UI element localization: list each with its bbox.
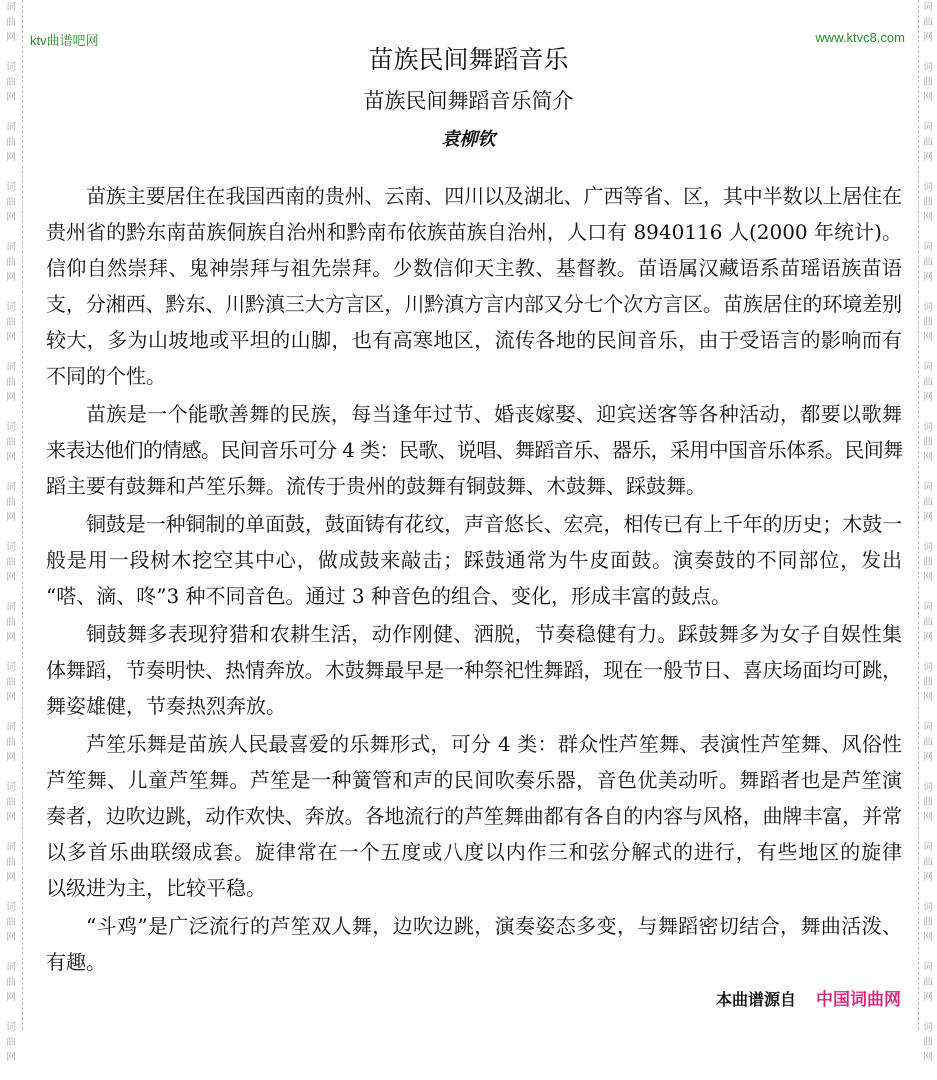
- watermark-char: 网: [6, 932, 16, 943]
- watermark-char: 词: [6, 542, 16, 553]
- text-line: 体舞蹈，节奏明快、热情奔放。木鼓舞最早是一种祭祀性舞蹈，现在一般节日、喜庆场面均可跳，: [46, 658, 902, 682]
- watermark-char: 曲: [6, 497, 16, 508]
- watermark-char: 曲: [923, 557, 933, 568]
- text-line: 苗族是一个能歌善舞的民族，每当逢年过节、婚丧嫁娶、迎宾送客等各种活动，都要以歌舞: [86, 402, 902, 426]
- watermark-char: 网: [923, 212, 933, 223]
- watermark-char: 曲: [923, 77, 933, 88]
- watermark-char: 曲: [6, 557, 16, 568]
- article-body: [46, 178, 902, 982]
- watermark-char: 网: [923, 752, 933, 763]
- watermark-group: [4, 360, 18, 420]
- watermark-char: 词: [923, 122, 933, 133]
- watermark-char: 曲: [6, 977, 16, 988]
- watermark-char: 词: [923, 662, 933, 673]
- watermark-char: 词: [923, 722, 933, 733]
- watermark-group: [921, 540, 935, 600]
- watermark-char: 网: [6, 1052, 16, 1063]
- watermark-char: 网: [923, 152, 933, 163]
- watermark-char: 曲: [923, 737, 933, 748]
- watermark-group: [921, 900, 935, 960]
- text-line: “嗒、滴、咚”3 种不同音色。通过 3 种音色的组合、变化，形成丰富的鼓点。: [46, 584, 731, 608]
- watermark-group: [921, 1020, 935, 1080]
- paragraph: [46, 616, 902, 724]
- watermark-char: 词: [6, 242, 16, 253]
- watermark-char: 曲: [923, 677, 933, 688]
- watermark-char: 网: [6, 32, 16, 43]
- watermark-char: 词: [923, 962, 933, 973]
- text-line: 支，分湘西、黔东、川黔滇三大方言区，川黔滇方言内部又分七个次方言区。苗族居住的环境差别: [46, 292, 902, 316]
- watermark-char: 曲: [6, 437, 16, 448]
- watermark-group: [921, 600, 935, 660]
- text-line: 不同的个性。: [46, 364, 166, 388]
- watermark-char: 曲: [6, 797, 16, 808]
- watermark-char: 网: [6, 872, 16, 883]
- text-line: 以级进为主，比较平稳。: [46, 876, 266, 900]
- watermark-group: [921, 360, 935, 420]
- watermark-char: 曲: [6, 617, 16, 628]
- watermark-char: 曲: [923, 857, 933, 868]
- source-site-link[interactable]: 中国词曲网: [816, 990, 901, 1010]
- watermark-char: 网: [923, 932, 933, 943]
- watermark-char: 词: [923, 902, 933, 913]
- watermark-char: 词: [923, 602, 933, 613]
- watermark-char: 网: [6, 212, 16, 223]
- watermark-char: 网: [6, 332, 16, 343]
- watermark-char: 曲: [6, 737, 16, 748]
- watermark-char: 词: [6, 482, 16, 493]
- text-line: 舞姿雄健，节奏热烈奔放。: [46, 694, 286, 718]
- watermark-char: 词: [6, 302, 16, 313]
- watermark-char: 曲: [923, 377, 933, 388]
- watermark-char: 词: [6, 722, 16, 733]
- watermark-char: 曲: [6, 917, 16, 928]
- watermark-char: 曲: [923, 317, 933, 328]
- right-margin-line: [918, 0, 919, 1030]
- watermark-char: 词: [923, 782, 933, 793]
- left-margin-line: [22, 0, 23, 1030]
- watermark-char: 曲: [6, 677, 16, 688]
- watermark-char: 曲: [6, 17, 16, 28]
- watermark-char: 词: [923, 62, 933, 73]
- watermark-group: [921, 840, 935, 900]
- watermark-char: 网: [923, 632, 933, 643]
- watermark-char: 词: [923, 302, 933, 313]
- watermark-char: 网: [923, 32, 933, 43]
- watermark-char: 词: [6, 422, 16, 433]
- watermark-char: 词: [6, 362, 16, 373]
- watermark-char: 网: [923, 812, 933, 823]
- watermark-char: 词: [923, 542, 933, 553]
- source-label: 本曲谱源自: [715, 990, 796, 1009]
- watermark-group: [4, 300, 18, 360]
- watermark-group: [921, 300, 935, 360]
- left-watermark: [4, 0, 18, 1080]
- watermark-group: [4, 480, 18, 540]
- watermark-char: 词: [923, 2, 933, 13]
- watermark-group: [4, 720, 18, 780]
- watermark-char: 词: [923, 422, 933, 433]
- header-right-site[interactable]: www.ktvc8.com: [815, 30, 905, 45]
- watermark-char: 网: [6, 692, 16, 703]
- watermark-char: 词: [6, 62, 16, 73]
- watermark-char: 网: [6, 812, 16, 823]
- watermark-char: 词: [6, 662, 16, 673]
- watermark-char: 词: [923, 362, 933, 373]
- watermark-char: 网: [923, 512, 933, 523]
- watermark-char: 词: [6, 1022, 16, 1033]
- text-line: 蹈主要有鼓舞和芦笙乐舞。流传于贵州的鼓舞有铜鼓舞、木鼓舞、踩鼓舞。: [46, 474, 706, 498]
- watermark-char: 词: [6, 962, 16, 973]
- text-line: 芦笙乐舞是苗族人民最喜爱的乐舞形式，可分 4 类：群众性芦笙舞、表演性芦笙舞、风俗性: [86, 732, 902, 756]
- watermark-char: 曲: [923, 257, 933, 268]
- watermark-char: 网: [6, 752, 16, 763]
- watermark-char: 网: [923, 1052, 933, 1063]
- watermark-char: 词: [6, 2, 16, 13]
- paragraph: [46, 726, 902, 906]
- watermark-char: 网: [6, 452, 16, 463]
- watermark-char: 网: [923, 452, 933, 463]
- watermark-char: 曲: [923, 617, 933, 628]
- watermark-group: [921, 960, 935, 1020]
- watermark-group: [4, 780, 18, 840]
- page-subtitle: 苗族民间舞蹈音乐简介: [363, 89, 574, 113]
- watermark-char: 曲: [923, 497, 933, 508]
- watermark-char: 曲: [6, 317, 16, 328]
- watermark-char: 曲: [923, 977, 933, 988]
- watermark-char: 网: [923, 992, 933, 1003]
- text-line: 较大，多为山坡地或平坦的山脚，也有高寒地区，流传各地的民间音乐，由于受语言的影响而有: [46, 328, 902, 352]
- watermark-char: 网: [6, 992, 16, 1003]
- watermark-char: 网: [6, 272, 16, 283]
- watermark-char: 词: [923, 842, 933, 853]
- watermark-group: [921, 720, 935, 780]
- watermark-char: 曲: [923, 17, 933, 28]
- watermark-char: 网: [923, 272, 933, 283]
- watermark-char: 网: [6, 152, 16, 163]
- text-line: 贵州省的黔东南苗族侗族自治州和黔南布依族苗族自治州，人口有 8940116 人(2000 年统计)。: [46, 220, 902, 244]
- text-line: 来表达他们的情感。民间音乐可分 4 类：民歌、说唱、舞蹈音乐、器乐，采用中国音乐体系。民间舞: [46, 438, 903, 462]
- author: 袁柳钦: [441, 129, 496, 150]
- watermark-char: 网: [6, 572, 16, 583]
- watermark-group: [4, 900, 18, 960]
- watermark-group: [921, 780, 935, 840]
- watermark-char: 曲: [923, 1037, 933, 1048]
- watermark-char: 曲: [923, 137, 933, 148]
- watermark-char: 网: [6, 392, 16, 403]
- watermark-group: [921, 240, 935, 300]
- watermark-char: 网: [6, 92, 16, 103]
- paragraph: [46, 178, 902, 394]
- watermark-group: [4, 420, 18, 480]
- watermark-group: [4, 600, 18, 660]
- right-watermark: [921, 0, 935, 1080]
- text-line: “斗鸡”是广泛流行的芦笙双人舞，边吹边跳，演奏姿态多变，与舞蹈密切结合，舞曲活泼、: [86, 914, 902, 938]
- paragraph: [46, 396, 902, 504]
- watermark-char: 网: [923, 392, 933, 403]
- watermark-char: 词: [6, 182, 16, 193]
- watermark-group: [4, 840, 18, 900]
- watermark-group: [921, 420, 935, 480]
- text-line: 芦笙舞、儿童芦笙舞。芦笙是一种簧管和声的民间吹奏乐器，音色优美动听。舞蹈者也是芦笙演: [46, 768, 902, 792]
- watermark-char: 网: [923, 692, 933, 703]
- watermark-char: 词: [923, 182, 933, 193]
- text-line: 信仰自然崇拜、鬼神崇拜与祖先崇拜。少数信仰天主教、基督教。苗语属汉藏语系苗瑶语族苗语: [46, 256, 902, 280]
- watermark-char: 曲: [6, 1037, 16, 1048]
- text-line: 般是用一段树木挖空其中心，做成鼓来敲击；踩鼓通常为牛皮面鼓。演奏鼓的不同部位，发出: [46, 548, 902, 572]
- source-credit: [716, 982, 901, 1018]
- watermark-group: [4, 180, 18, 240]
- watermark-char: 网: [923, 572, 933, 583]
- watermark-char: 词: [923, 482, 933, 493]
- paragraph: [46, 506, 902, 614]
- watermark-char: 曲: [923, 797, 933, 808]
- watermark-group: [921, 480, 935, 540]
- watermark-char: 曲: [923, 437, 933, 448]
- watermark-char: 网: [923, 872, 933, 883]
- watermark-char: 曲: [6, 197, 16, 208]
- text-line: 有趣。: [46, 950, 106, 974]
- watermark-group: [4, 660, 18, 720]
- text-line: 铜鼓是一种铜制的单面鼓，鼓面铸有花纹，声音悠长、宏亮，相传已有上千年的历史；木鼓一: [86, 512, 902, 536]
- watermark-char: 曲: [923, 197, 933, 208]
- watermark-char: 词: [6, 122, 16, 133]
- watermark-char: 词: [923, 1022, 933, 1033]
- text-line: 铜鼓舞多表现狩猎和农耕生活，动作刚健、洒脱，节奏稳健有力。踩鼓舞多为女子自娱性集: [86, 622, 902, 646]
- watermark-group: [4, 540, 18, 600]
- watermark-group: [921, 180, 935, 240]
- watermark-char: 网: [923, 92, 933, 103]
- watermark-char: 曲: [6, 137, 16, 148]
- watermark-char: 网: [6, 632, 16, 643]
- watermark-char: 曲: [6, 257, 16, 268]
- watermark-char: 曲: [6, 857, 16, 868]
- watermark-char: 词: [923, 242, 933, 253]
- watermark-char: 网: [6, 512, 16, 523]
- text-line: 奏者，边吹边跳，动作欢快、奔放。各地流行的芦笙舞曲都有各自的内容与风格，曲牌丰富，并常: [46, 804, 902, 828]
- watermark-char: 词: [6, 842, 16, 853]
- watermark-char: 词: [6, 902, 16, 913]
- watermark-char: 曲: [6, 77, 16, 88]
- watermark-char: 网: [923, 332, 933, 343]
- page-title: 苗族民间舞蹈音乐: [368, 45, 569, 74]
- watermark-group: [4, 240, 18, 300]
- watermark-char: 词: [6, 782, 16, 793]
- watermark-char: 曲: [6, 377, 16, 388]
- watermark-group: [4, 960, 18, 1020]
- watermark-group: [4, 1020, 18, 1080]
- text-line: 以多首乐曲联缀成套。旋律常在一个五度或八度以内作三和弦分解式的进行，有些地区的旋律: [46, 840, 902, 864]
- paragraph: [46, 908, 902, 980]
- header-left-site[interactable]: ktv曲谱吧网: [30, 33, 99, 48]
- watermark-char: 词: [6, 602, 16, 613]
- text-line: 苗族主要居住在我国西南的贵州、云南、四川以及湖北、广西等省、区，其中半数以上居住在: [86, 184, 902, 208]
- watermark-group: [921, 660, 935, 720]
- watermark-char: 曲: [923, 917, 933, 928]
